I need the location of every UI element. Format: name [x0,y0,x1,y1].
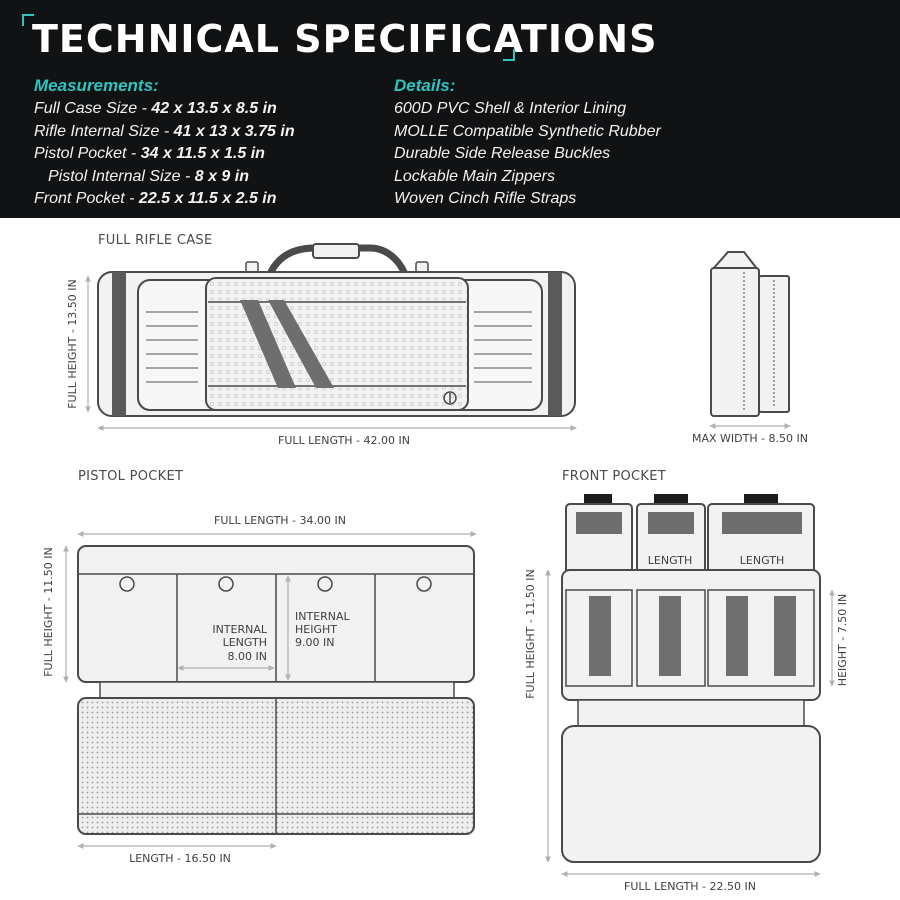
rifle-height-label: FULL HEIGHT - 13.50 IN [66,279,79,409]
internal-length-label: LENGTH [222,636,267,649]
detail-line: Woven Cinch Rifle Straps [394,190,577,207]
pistol-pocket-hinge [100,682,454,698]
measurement-value: 41 x 13 x 3.75 in [173,122,295,140]
measurement-label: Pistol Internal Size [48,167,181,185]
front-pocket-label: FRONT POCKET [562,469,666,484]
side-profile-body [711,268,759,416]
front-length-label: LENGTH [647,554,693,567]
front-full-height-label: FULL HEIGHT - 11.50 IN [524,569,537,699]
detail-line: Durable Side Release Buckles [394,145,611,162]
rifle-length-label: FULL LENGTH - 42.00 IN [278,434,410,447]
case-side-profile [692,252,808,445]
carry-handle-grip [313,244,359,258]
front-height-label: HEIGHT - 7.50 IN [836,593,849,687]
measurements-heading: Measurements: [34,76,159,95]
page-title: TECHNICAL SPECIFICATIONS [32,17,658,61]
pistol-length-label: LENGTH - 16.50 IN [129,852,231,865]
measurement-line: Pistol Pocket - 34 x 11.5 x 1.5 in [34,145,265,162]
measurement-value: 8 x 9 in [194,167,249,185]
measurement-value: 34 x 11.5 x 1.5 in [140,145,265,162]
internal-height-label: INTERNAL [295,610,350,623]
measurement-value: 42 x 13.5 x 8.5 in [151,100,277,117]
detail-line: MOLLE Compatible Synthetic Rubber [394,122,661,140]
details-heading: Details: [394,76,456,95]
internal-height-label: HEIGHT [295,623,337,636]
pistol-pocket-label: PISTOL POCKET [78,469,184,484]
rifle-case-label: FULL RIFLE CASE [98,233,213,248]
detail-line: Lockable Main Zippers [394,167,555,185]
internal-length-label: INTERNAL [212,623,267,636]
front-pocket-hinge [578,700,804,728]
front-length-label: LENGTH [739,554,785,567]
front-pocket-drawing [524,494,849,893]
internal-length-value: 8.00 IN [227,650,267,663]
measurement-line: Front Pocket - 22.5 x 11.5 x 2.5 in [34,190,277,207]
pistol-full-height-label: FULL HEIGHT - 11.50 IN [42,547,55,677]
side-strap-left [112,272,126,416]
measurement-label: Rifle Internal Size [34,122,160,140]
measurement-value: 22.5 x 11.5 x 2.5 in [138,190,277,207]
internal-height-value: 9.00 IN [295,636,335,649]
measurement-line: Pistol Internal Size - 8 x 9 in [48,167,249,185]
detail-line: 600D PVC Shell & Interior Lining [394,100,627,117]
side-strap-right [548,272,562,416]
mesh-front-pocket [206,278,468,410]
measurement-line: Full Case Size - 42 x 13.5 x 8.5 in [34,100,277,117]
measurement-label: Front Pocket [34,190,125,207]
max-width-label: MAX WIDTH - 8.50 IN [691,432,809,445]
front-pocket-lid [562,726,820,862]
pistol-pocket-drawing [42,514,474,865]
measurement-line: Rifle Internal Size - 41 x 13 x 3.75 in [34,122,295,140]
rifle-case-drawing [66,244,575,447]
measurement-label: Full Case Size [34,100,138,117]
pistol-full-length-label: FULL LENGTH - 34.00 IN [214,514,346,527]
front-full-length-label: FULL LENGTH - 22.50 IN [624,880,756,893]
measurement-label: Pistol Pocket [34,145,127,162]
